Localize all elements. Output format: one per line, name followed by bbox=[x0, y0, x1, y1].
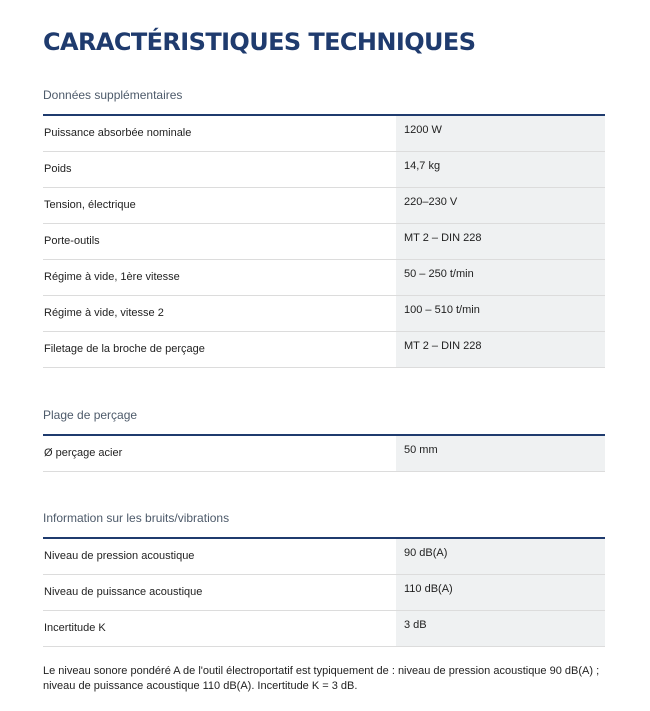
table-row bbox=[43, 152, 605, 188]
spec-label: Incertitude K bbox=[44, 622, 106, 634]
spec-label: Niveau de pression acoustique bbox=[44, 550, 195, 562]
spec-value: 14,7 kg bbox=[396, 152, 605, 187]
footnote: Le niveau sonore pondéré A de l'outil électroportatif est typiquement de : niveau de pression acoustique 90 dB(A) ; niveau de puissance acoustique 110 dB(A). Incertitude K = 3 dB. bbox=[43, 665, 600, 692]
section-heading: Plage de perçage bbox=[43, 408, 138, 422]
spec-label: Régime à vide, 1ère vitesse bbox=[44, 271, 180, 283]
section-heading: Données supplémentaires bbox=[43, 88, 183, 102]
table-row bbox=[43, 332, 605, 368]
table-row bbox=[43, 436, 605, 472]
spec-table bbox=[43, 114, 605, 368]
table-row bbox=[43, 188, 605, 224]
spec-value: 50 mm bbox=[396, 436, 605, 471]
section-noise-vibration bbox=[43, 507, 605, 647]
spec-value: 220–230 V bbox=[396, 188, 605, 223]
table-row bbox=[43, 116, 605, 152]
page-title: CARACTÉRISTIQUES TECHNIQUES bbox=[43, 28, 476, 56]
table-row bbox=[43, 611, 605, 647]
spec-label: Tension, électrique bbox=[44, 199, 136, 211]
spec-label: Régime à vide, vitesse 2 bbox=[44, 307, 164, 319]
spec-value: 3 dB bbox=[396, 611, 605, 646]
spec-label: Niveau de puissance acoustique bbox=[44, 586, 203, 598]
table-row bbox=[43, 260, 605, 296]
spec-value: 90 dB(A) bbox=[396, 539, 605, 574]
spec-label: Ø perçage acier bbox=[44, 447, 123, 459]
spec-value: 50 – 250 t/min bbox=[396, 260, 605, 295]
spec-value: MT 2 – DIN 228 bbox=[396, 224, 605, 259]
spec-label: Puissance absorbée nominale bbox=[44, 127, 192, 139]
spec-table bbox=[43, 537, 605, 647]
table-row bbox=[43, 539, 605, 575]
spec-table bbox=[43, 434, 605, 472]
section-heading: Information sur les bruits/vibrations bbox=[43, 511, 230, 525]
spec-label: Poids bbox=[44, 163, 72, 175]
table-row bbox=[43, 224, 605, 260]
section-drilling-range bbox=[43, 404, 605, 472]
section-additional-data bbox=[43, 84, 605, 368]
spec-value: 100 – 510 t/min bbox=[396, 296, 605, 331]
spec-label: Filetage de la broche de perçage bbox=[44, 343, 205, 355]
spec-value: 110 dB(A) bbox=[396, 575, 605, 610]
spec-label: Porte-outils bbox=[44, 235, 100, 247]
spec-value: 1200 W bbox=[396, 116, 605, 151]
spec-value: MT 2 – DIN 228 bbox=[396, 332, 605, 367]
table-row bbox=[43, 575, 605, 611]
table-row bbox=[43, 296, 605, 332]
